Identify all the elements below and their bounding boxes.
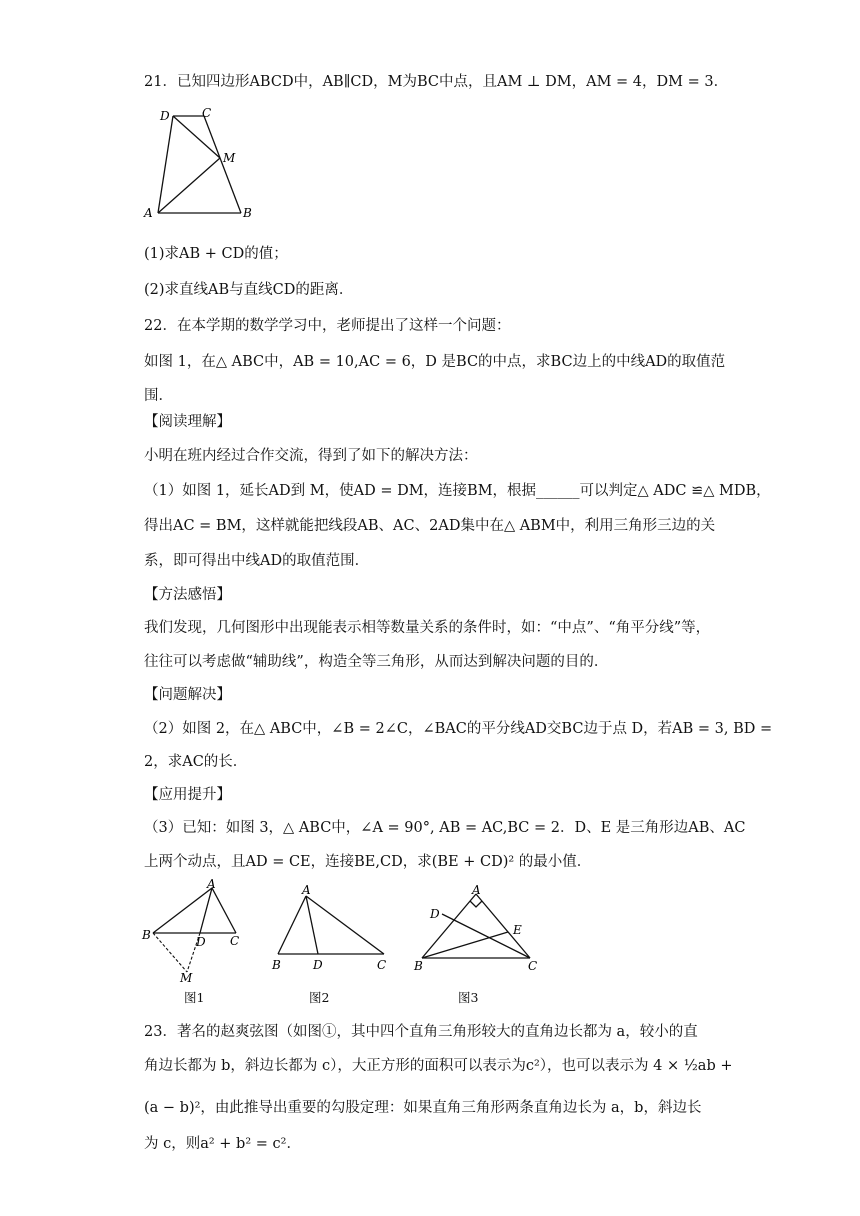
q22-part1-line1: （1）如图 1，延长AD到 M，使AD = DM，连接BM，根据______可以判定△ ADC ≌△ MDB， <box>144 483 771 499</box>
q23-line3: (a − b)²，由此推导出重要的勾股定理：如果直角三角形两条直角边长为 a，b，斜边长 <box>144 1100 702 1116</box>
q22-part3-line2: 上两个动点，且AD = CE，连接BE,CD，求(BE + CD)² 的最小值． <box>144 854 592 870</box>
q22-part2-line1: （2）如图 2，在△ ABC中，∠B = 2∠C，∠BAC的平分线AD交BC边于点 D，若AB = 3, BD = <box>144 721 773 737</box>
fig2-caption: 图2 <box>309 990 330 1005</box>
q21-label-b: B <box>243 206 252 220</box>
q22-method-heading: 【方法感悟】 <box>144 587 231 603</box>
q22-part1-line2: 得出AC = BM，这样就能把线段AB、AC、2AD集中在△ ABM中，利用三角形三边的关 <box>144 518 716 534</box>
fig3-label-b: B <box>414 959 423 973</box>
q22-method-line1: 我们发现，几何图形中出现能表示相等数量关系的条件时，如：“中点”、“角平分线”等， <box>144 620 711 636</box>
q23-line1: 23．著名的赵爽弦图（如图①，其中四个直角三角形较大的直角边长都为 a，较小的直 <box>144 1024 698 1040</box>
fig1-label-d: D <box>196 935 206 949</box>
fig3-label-c: C <box>528 959 538 973</box>
fig1-label-c: C <box>230 934 240 948</box>
q23-line2: 角边长都为 b，斜边长都为 c），大正方形的面积可以表示为c²），也可以表示为 4 × ½ab + <box>144 1058 733 1074</box>
fig2-label-c: C <box>377 958 387 972</box>
fig1-label-m: M <box>180 971 193 985</box>
fig1-label-b: B <box>142 928 151 942</box>
q22-solve-heading: 【问题解决】 <box>144 687 231 703</box>
fig2-label-b: B <box>272 958 281 972</box>
q22-problem-line2: 围． <box>144 388 173 404</box>
fig2-label-a: A <box>302 883 311 897</box>
q21-label-c: C <box>202 106 212 120</box>
fig3-label-a: A <box>472 884 481 897</box>
fig2-label-d: D <box>313 958 323 972</box>
fig3-label-e: E <box>513 923 522 937</box>
q21-label-m: M <box>223 151 236 165</box>
q22-part3-line1: （3）已知：如图 3，△ ABC中，∠A = 90°, AB = AC,BC = 2．D、E 是三角形边AB、AC <box>144 820 746 836</box>
q21-part1: (1)求AB + CD的值； <box>144 246 288 262</box>
q21-part2: (2)求直线AB与直线CD的距离． <box>144 282 354 298</box>
q21-label-d: D <box>160 109 170 123</box>
fig3-caption: 图3 <box>458 990 479 1005</box>
q22-reading-heading: 【阅读理解】 <box>144 414 231 430</box>
q22-part2-line2: 2，求AC的长． <box>144 754 248 770</box>
q21-stem: 21．已知四边形ABCD中，AB∥CD，M为BC中点，且AM ⊥ DM，AM = 4，DM = 3． <box>144 74 729 90</box>
q22-figure-3 <box>410 884 550 980</box>
q22-method-line2: 往往可以考虑做“辅助线”，构造全等三角形，从而达到解决问题的目的． <box>144 654 609 670</box>
q22-reading-intro: 小明在班内经过合作交流，得到了如下的解决方法： <box>144 448 478 464</box>
q21-figure-quadrilateral <box>140 104 260 222</box>
q22-figure-2 <box>266 880 396 976</box>
fig1-caption: 图1 <box>184 990 205 1005</box>
q22-part1-line3: 系，即可得出中线AD的取值范围． <box>144 553 370 569</box>
fig1-label-a: A <box>207 877 216 891</box>
fig3-label-d: D <box>430 907 440 921</box>
q22-apply-heading: 【应用提升】 <box>144 787 231 803</box>
q23-line4: 为 c，则a² + b² = c²． <box>144 1136 301 1152</box>
q22-problem-line1: 如图 1，在△ ABC中，AB = 10,AC = 6，D 是BC的中点，求BC边上的中线AD的取值范 <box>144 354 726 370</box>
q22-figure-1 <box>140 876 250 986</box>
q21-label-a: A <box>144 206 153 220</box>
q22-intro: 22．在本学期的数学学习中，老师提出了这样一个问题： <box>144 318 511 334</box>
